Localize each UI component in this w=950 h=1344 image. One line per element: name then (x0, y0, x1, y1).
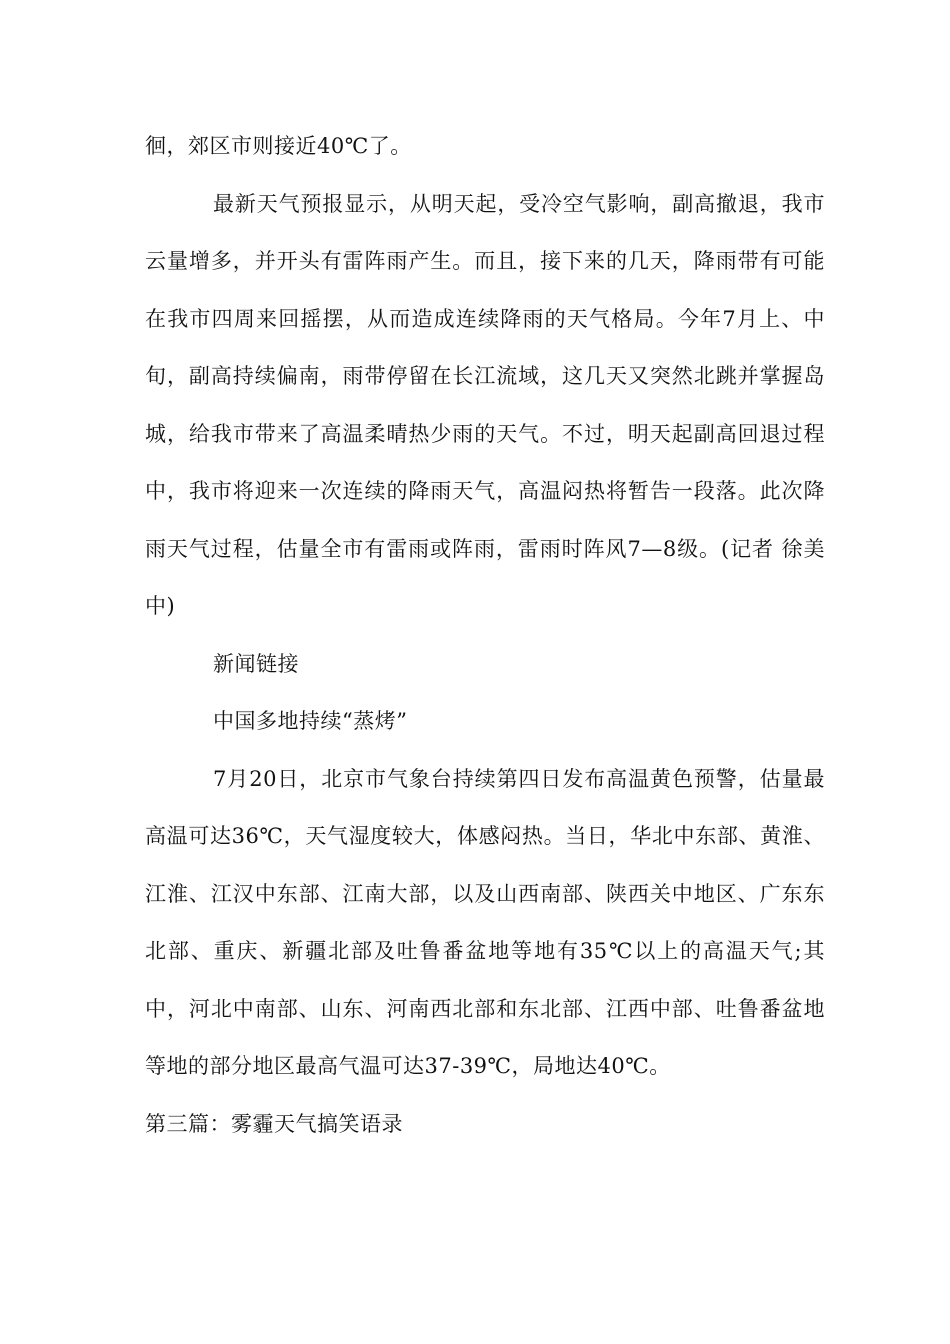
section-heading: 第三篇：雾霾天气搞笑语录 (145, 1111, 403, 1136)
paragraph-continuation: 徊，郊区市则接近40℃了。 (145, 134, 412, 158)
news-link-label: 新闻链接 (213, 651, 299, 676)
document-body (145, 118, 825, 1153)
news-link-title: 中国多地持续“蒸烤” (213, 709, 408, 733)
paragraph-forecast: 最新天气预报显示，从明天起，受冷空气影响，副高撤退，我市云量增多，并开头有雷阵雨产生。而且，接下来的几天，降雨带有可能在我市四周来回摇摆，从而造成连续降雨的天气格局。今年7月上、中旬，副高持续偏南，雨带停留在长江流域，这几天又突然北跳并掌握岛城，给我市带来了高温柔晴热少雨的天气。不过，明天起副高回退过程中，我市将迎来一次连续的降雨天气，高温闷热将暂告一段落。此次降雨天气过程，估量全市有雷雨或阵雨，雷雨时阵风7—8级。(记者 徐美中) (145, 191, 825, 618)
paragraph-heatwave: 7月20日，北京市气象台持续第四日发布高温黄色预警，估量最高温可达36℃，天气湿度较大，体感闷热。当日，华北中东部、黄淮、江淮、江汉中东部、江南大部，以及山西南部、陕西关中地区、广东东北部、重庆、新疆北部及吐鲁番盆地等地有35℃以上的高温天气;其中，河北中南部、山东、河南西北部和东北部、江西中部、吐鲁番盆地等地的部分地区最高气温可达37-39℃，局地达40℃。 (145, 766, 825, 1078)
